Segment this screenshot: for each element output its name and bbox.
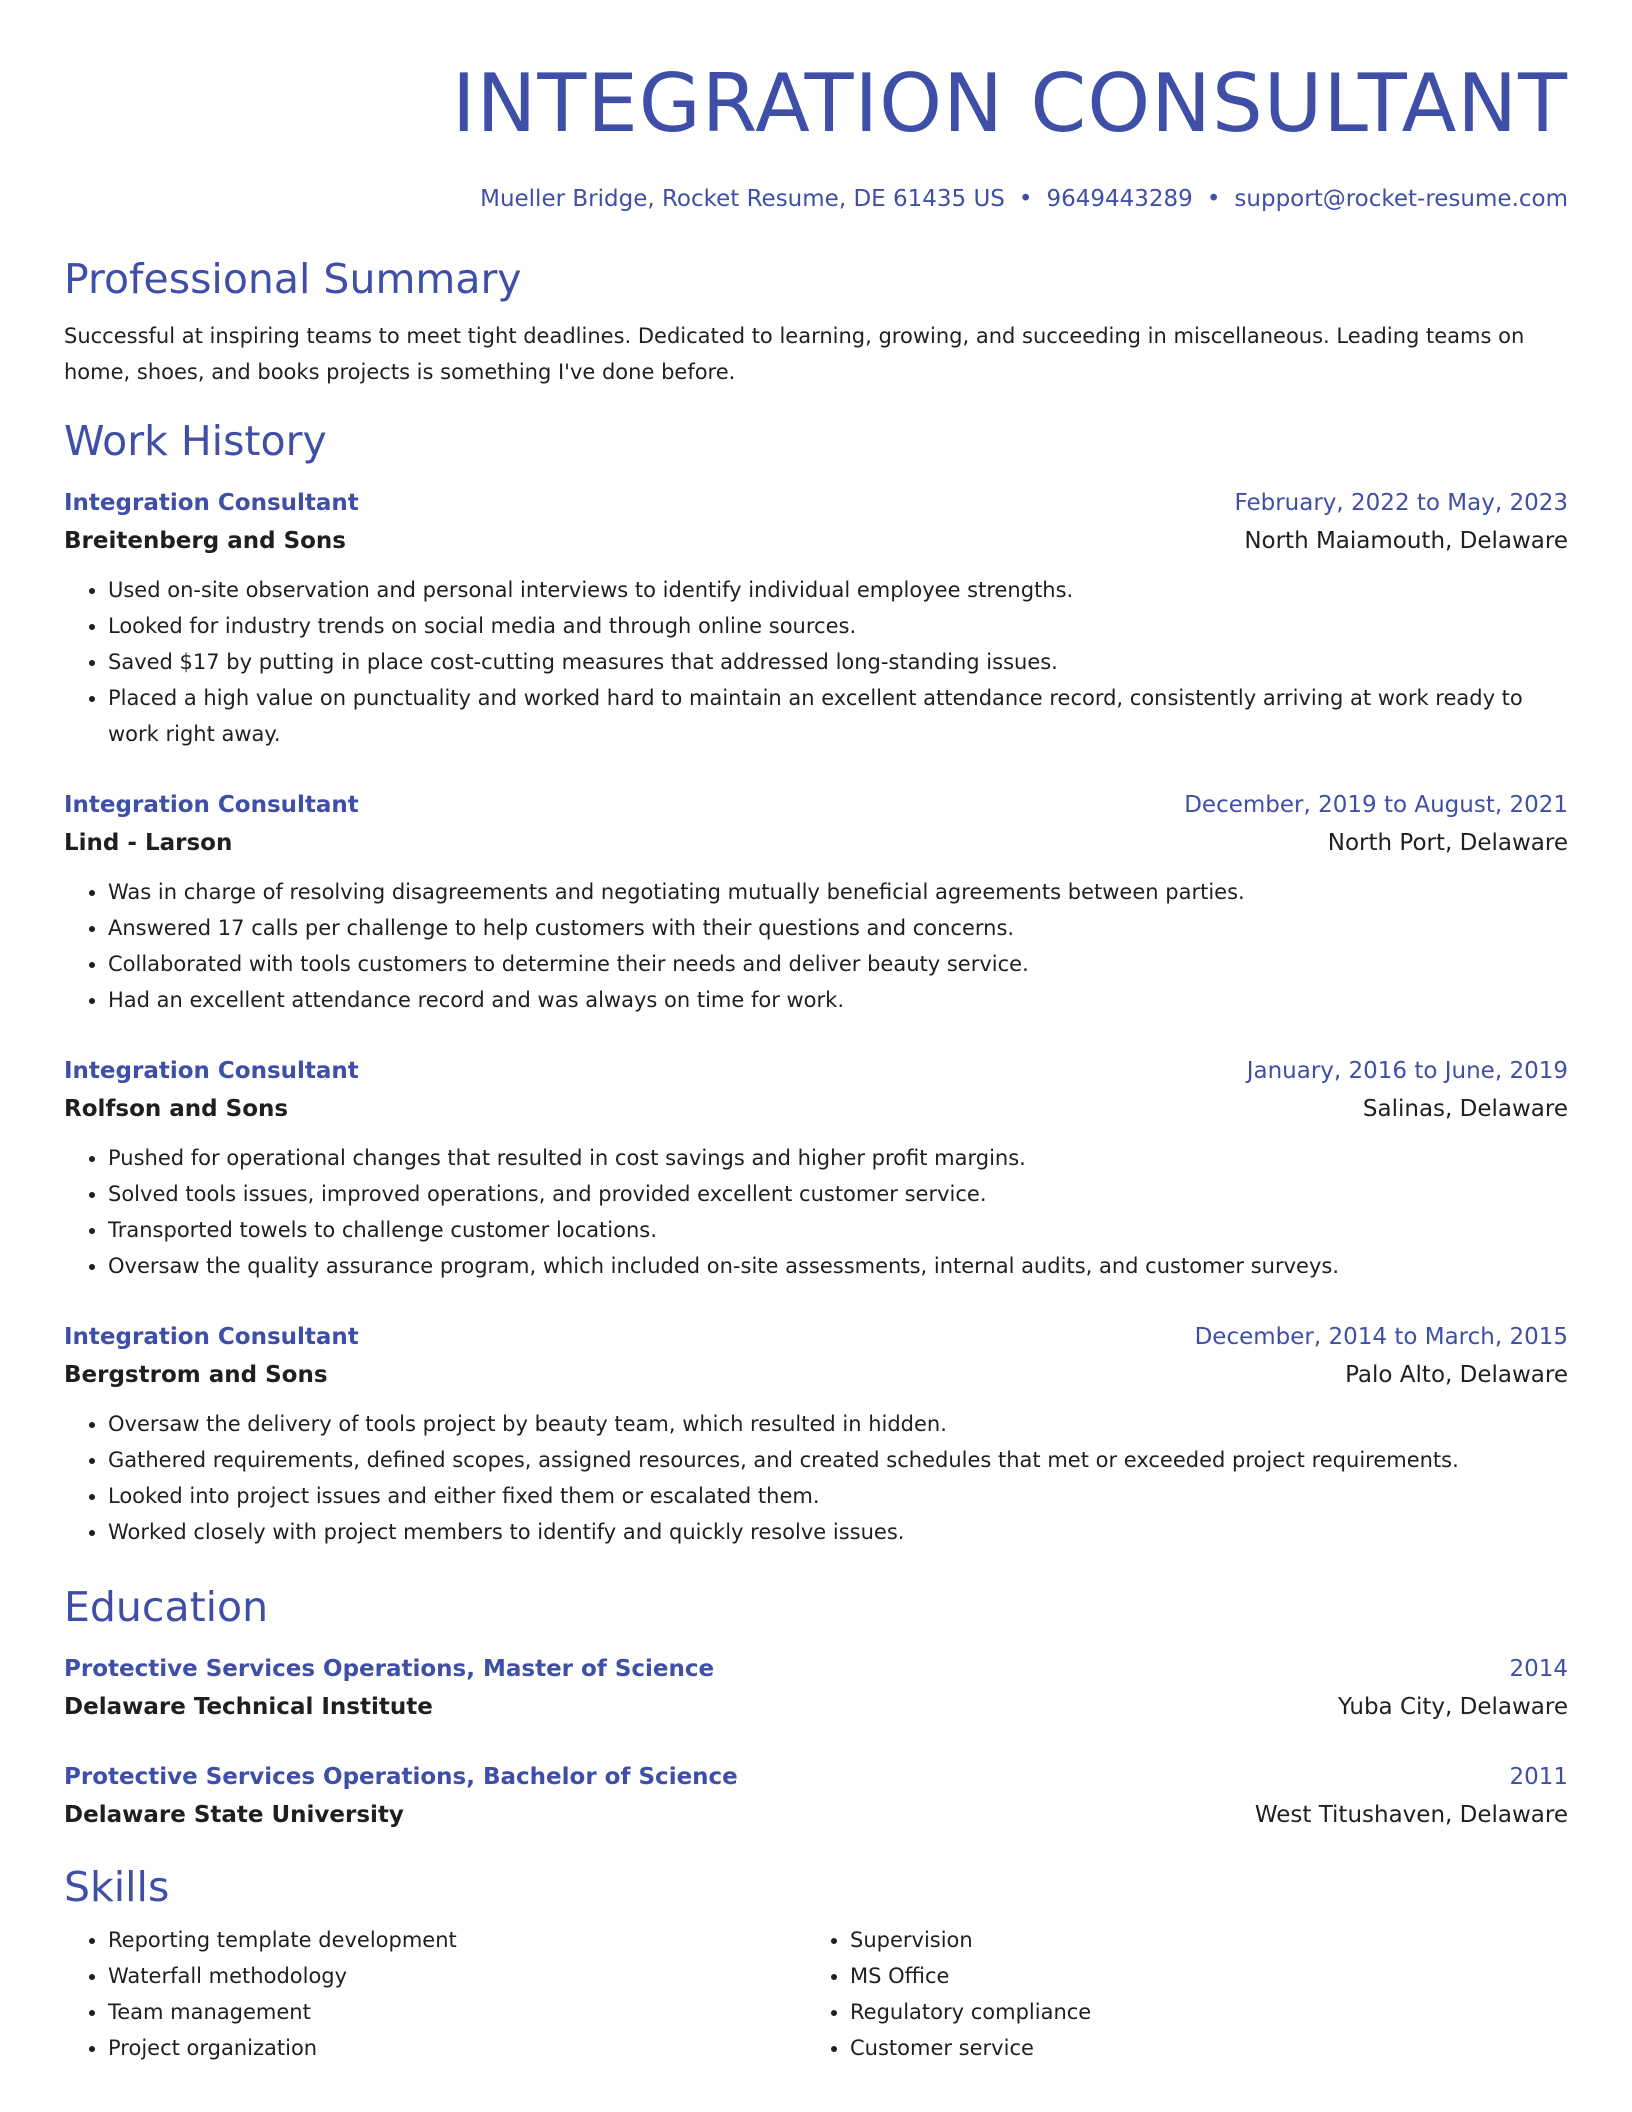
job-entry bbox=[64, 786, 1568, 1018]
education-entry bbox=[64, 1650, 1568, 1726]
education-heading: Education bbox=[64, 1583, 269, 1631]
summary-heading: Professional Summary bbox=[64, 255, 522, 303]
degree-title: Protective Services Operations, Bachelor of Science bbox=[64, 1764, 738, 1790]
skills-column-left bbox=[64, 1922, 806, 2066]
degree-title: Protective Services Operations, Master of Science bbox=[64, 1656, 715, 1682]
skill-item: • Regulatory compliance bbox=[850, 1994, 1548, 2030]
skills-list bbox=[64, 1922, 1568, 2066]
job-title: Integration Consultant bbox=[64, 1324, 359, 1350]
job-employer: Lind - Larson bbox=[64, 830, 233, 856]
contact-separator: • bbox=[1018, 186, 1033, 212]
work-history-heading: Work History bbox=[64, 417, 327, 465]
job-entry bbox=[64, 484, 1568, 752]
contact-separator: • bbox=[1206, 186, 1221, 212]
job-bullet: • Looked into project issues and either fixed them or escalated them. bbox=[108, 1478, 1568, 1514]
skill-item: • Supervision bbox=[850, 1922, 1548, 1958]
contact-line bbox=[64, 184, 1568, 214]
job-title: Integration Consultant bbox=[64, 792, 359, 818]
job-bullet: • Collaborated with tools customers to determine their needs and deliver beauty service. bbox=[108, 946, 1568, 982]
skill-item: • Waterfall methodology bbox=[108, 1958, 806, 1994]
job-dates: December, 2014 to March, 2015 bbox=[1194, 1324, 1568, 1350]
skill-item: • Reporting template development bbox=[108, 1922, 806, 1958]
contact-email[interactable]: support@rocket-resume.com bbox=[1234, 186, 1568, 212]
job-bullet: • Oversaw the delivery of tools project by beauty team, which resulted in hidden. bbox=[108, 1406, 1568, 1442]
job-employer: Rolfson and Sons bbox=[64, 1096, 289, 1122]
job-bullets bbox=[64, 1140, 1568, 1284]
job-title: Integration Consultant bbox=[64, 490, 359, 516]
job-bullets bbox=[64, 874, 1568, 1018]
skills-column-right bbox=[806, 1922, 1548, 2066]
job-bullets bbox=[64, 572, 1568, 752]
job-bullet: • Saved $17 by putting in place cost-cutting measures that addressed long-standing issues. bbox=[108, 644, 1568, 680]
job-bullets bbox=[64, 1406, 1568, 1550]
school-location: Yuba City, Delaware bbox=[1337, 1694, 1568, 1720]
job-bullet: • Worked closely with project members to identify and quickly resolve issues. bbox=[108, 1514, 1568, 1550]
job-bullet: • Solved tools issues, improved operations, and provided excellent customer service. bbox=[108, 1176, 1568, 1212]
job-dates: December, 2019 to August, 2021 bbox=[1184, 792, 1568, 818]
contact-address: Mueller Bridge, Rocket Resume, DE 61435 US bbox=[480, 186, 1005, 212]
degree-year: 2014 bbox=[1509, 1656, 1568, 1682]
degree-year: 2011 bbox=[1509, 1764, 1568, 1790]
work-history-list bbox=[64, 484, 1568, 1550]
candidate-name: INTEGRATION CONSULTANT bbox=[451, 57, 1568, 150]
skills-heading: Skills bbox=[64, 1863, 170, 1911]
job-location: Salinas, Delaware bbox=[1362, 1096, 1568, 1122]
job-bullet: • Used on-site observation and personal interviews to identify individual employee strengths. bbox=[108, 572, 1568, 608]
skill-item: • Customer service bbox=[850, 2030, 1548, 2066]
summary-text: Successful at inspiring teams to meet tight deadlines. Dedicated to learning, growing, and succeeding in miscellaneous. Leading teams on home, shoes, and books projects is something I've done before. bbox=[64, 324, 1525, 384]
job-location: Palo Alto, Delaware bbox=[1345, 1362, 1568, 1388]
job-dates: January, 2016 to June, 2019 bbox=[1246, 1058, 1568, 1084]
skill-item: • Team management bbox=[108, 1994, 806, 2030]
job-dates: February, 2022 to May, 2023 bbox=[1234, 490, 1568, 516]
school-location: West Titushaven, Delaware bbox=[1254, 1802, 1568, 1828]
education-entry bbox=[64, 1758, 1568, 1834]
job-bullet: • Was in charge of resolving disagreements and negotiating mutually beneficial agreements between parties. bbox=[108, 874, 1568, 910]
school-name: Delaware Technical Institute bbox=[64, 1694, 433, 1720]
job-bullet: • Answered 17 calls per challenge to help customers with their questions and concerns. bbox=[108, 910, 1568, 946]
school-name: Delaware State University bbox=[64, 1802, 404, 1828]
job-employer: Breitenberg and Sons bbox=[64, 528, 346, 554]
job-entry bbox=[64, 1052, 1568, 1284]
job-bullet: • Placed a high value on punctuality and worked hard to maintain an excellent attendance record, consistently arriving at work ready to work right away. bbox=[108, 680, 1568, 752]
job-bullet: • Oversaw the quality assurance program, which included on-site assessments, internal audits, and customer surveys. bbox=[108, 1248, 1568, 1284]
job-title: Integration Consultant bbox=[64, 1058, 359, 1084]
contact-phone: 9649443289 bbox=[1046, 186, 1193, 212]
job-location: North Port, Delaware bbox=[1327, 830, 1568, 856]
skill-item: • MS Office bbox=[850, 1958, 1548, 1994]
job-employer: Bergstrom and Sons bbox=[64, 1362, 328, 1388]
job-bullet: • Had an excellent attendance record and was always on time for work. bbox=[108, 982, 1568, 1018]
skill-item: • Project organization bbox=[108, 2030, 806, 2066]
job-entry bbox=[64, 1318, 1568, 1550]
job-bullet: • Looked for industry trends on social media and through online sources. bbox=[108, 608, 1568, 644]
job-bullet: • Transported towels to challenge customer locations. bbox=[108, 1212, 1568, 1248]
job-location: North Maiamouth, Delaware bbox=[1244, 528, 1568, 554]
job-bullet: • Gathered requirements, defined scopes, assigned resources, and created schedules that met or exceeded project requirements. bbox=[108, 1442, 1568, 1478]
job-bullet: • Pushed for operational changes that resulted in cost savings and higher profit margins. bbox=[108, 1140, 1568, 1176]
